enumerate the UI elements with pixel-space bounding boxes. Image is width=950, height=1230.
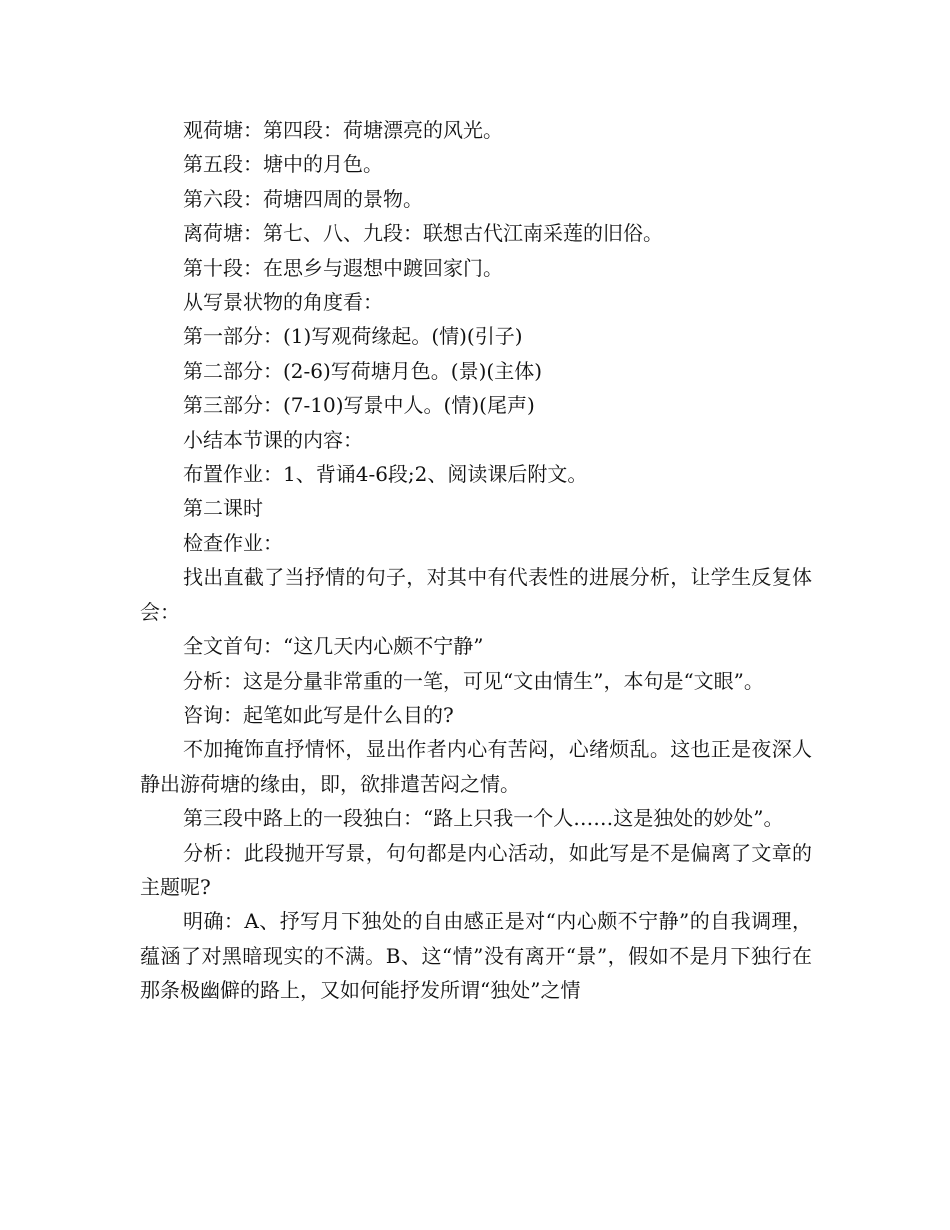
paragraph: 检查作业： xyxy=(183,530,283,555)
paragraph: 明确：A、抒写月下独处的自由感正是对“内心颇不宁静”的自我调理，蕴涵了对黑暗现实的不满。B、这“情”没有离开“景”，假如不是月下独行在那条极幽僻的路上，又如何能抒发所谓“独处”之情 xyxy=(140,909,812,1003)
paragraph: 观荷塘：第四段：荷塘漂亮的风光。 xyxy=(183,118,503,142)
paragraph: 小结本节课的内容： xyxy=(183,427,363,452)
paragraph: 第一部分：(1)写观荷缘起。(情)(引子) xyxy=(183,324,523,349)
paragraph: 第三部分：(7-10)写景中人。(情)(尾声) xyxy=(183,393,535,418)
paragraph: 离荷塘：第七、八、九段：联想古代江南采莲的旧俗。 xyxy=(183,221,663,246)
paragraph: 第十段：在思乡与遐想中踱回家门。 xyxy=(183,255,503,280)
paragraph: 全文首句：“这几天内心颇不宁静” xyxy=(183,634,484,659)
paragraph: 找出直截了当抒情的句子，对其中有代表性的进展分析，让学生反复体会： xyxy=(140,565,812,624)
paragraph: 分析：此段抛开写景，句句都是内心活动，如此写是不是偏离了文章的主题呢? xyxy=(140,840,812,899)
paragraph: 不加掩饰直抒情怀，显出作者内心有苦闷，心绪烦乱。这也正是夜深人静出游荷塘的缘由，即，欲排遣苦闷之情。 xyxy=(140,737,812,796)
section-heading: 第二课时 xyxy=(183,496,263,521)
document-page xyxy=(140,113,812,1008)
paragraph: 布置作业：1、背诵4-6段;2、阅读课后附文。 xyxy=(183,462,588,487)
paragraph: 分析：这是分量非常重的一笔，可见“文由情生”，本句是“文眼”。 xyxy=(183,668,764,693)
paragraph: 第三段中路上的一段独白：“路上只我一个人……这是独处的妙处”。 xyxy=(183,806,784,831)
paragraph: 咨询：起笔如此写是什么目的? xyxy=(183,702,454,727)
paragraph: 第二部分：(2-6)写荷塘月色。(景)(主体) xyxy=(183,358,543,383)
paragraph: 第六段：荷塘四周的景物。 xyxy=(183,186,423,211)
paragraph: 第五段：塘中的月色。 xyxy=(183,152,383,177)
paragraph: 从写景状物的角度看： xyxy=(183,290,383,315)
